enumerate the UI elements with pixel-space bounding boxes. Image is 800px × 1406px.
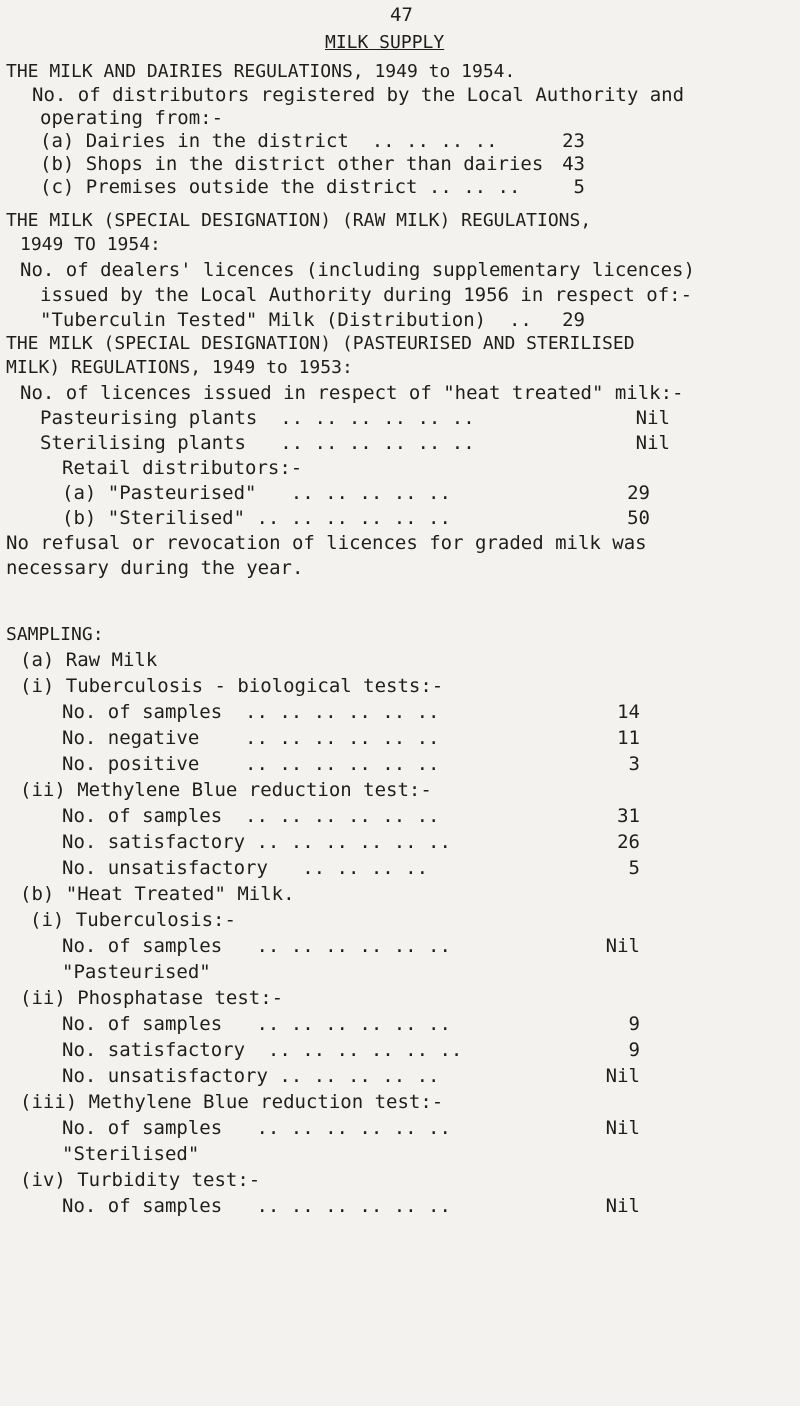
mb-heading: (iii) Methylene Blue reduction test:-: [20, 1091, 444, 1113]
list-item-label: (b) Shops in the district other than dairies: [40, 153, 544, 175]
list-item-label: (c) Premises outside the district .. .. ..: [40, 176, 521, 198]
table-row-value: 3: [628, 753, 640, 775]
table-row-label: No. of samples .. .. .. .. .. ..: [62, 1117, 451, 1139]
table-row-value: 31: [617, 805, 640, 827]
table-row-label: No. satisfactory .. .. .. .. .. ..: [62, 831, 451, 853]
table-row-value: Nil: [605, 1117, 640, 1139]
table-row-label: No. of samples .. .. .. .. .. ..: [62, 701, 440, 723]
phosphatase-heading: (ii) Phosphatase test:-: [20, 987, 284, 1009]
dairies-regs-intro: No. of distributors registered by the Local Authority and: [32, 84, 685, 106]
table-row-value: 9: [628, 1039, 640, 1061]
mb-heading: (ii) Methylene Blue reduction test:-: [20, 779, 432, 801]
note-text: necessary during the year.: [6, 557, 304, 579]
list-item-label: (b) "Sterilised" .. .. .. .. .. ..: [62, 507, 451, 529]
pasteurised-label: "Pasteurised": [62, 961, 211, 983]
list-item-label: (a) "Pasteurised" .. .. .. .. ..: [62, 482, 451, 504]
list-item-value: Nil: [635, 407, 670, 429]
dairies-regs-heading: THE MILK AND DAIRIES REGULATIONS, 1949 to 1954.: [6, 61, 516, 82]
table-row-label: No. negative .. .. .. .. .. ..: [62, 727, 440, 749]
list-item-label: Pasteurising plants .. .. .. .. .. ..: [40, 407, 475, 429]
table-row-value: 14: [617, 701, 640, 723]
turbidity-heading: (iv) Turbidity test:-: [20, 1169, 261, 1191]
table-row-value: Nil: [605, 1195, 640, 1217]
table-row-value: 5: [628, 857, 640, 879]
sampling-heading: SAMPLING:: [6, 624, 104, 645]
pasteurised-regs-heading: MILK) REGULATIONS, 1949 to 1953:: [6, 357, 353, 378]
raw-milk-regs-heading: 1949 TO 1954:: [20, 234, 161, 255]
table-row-label: No. positive .. .. .. .. .. ..: [62, 753, 440, 775]
table-row-value: 26: [617, 831, 640, 853]
list-item-label: Sterilising plants .. .. .. .. .. ..: [40, 432, 475, 454]
dairies-regs-intro: operating from:-: [40, 107, 224, 129]
tb-heading: (i) Tuberculosis:-: [30, 909, 236, 931]
table-row-label: No. of samples .. .. .. .. .. ..: [62, 805, 440, 827]
sterilised-label: "Sterilised": [62, 1143, 200, 1165]
list-item-value: 23: [562, 130, 585, 152]
raw-milk-regs-heading: THE MILK (SPECIAL DESIGNATION) (RAW MILK) REGULATIONS,: [6, 210, 592, 231]
list-item-value: 5: [573, 176, 585, 198]
raw-milk-regs-text: No. of dealers' licences (including supplementary licences): [20, 259, 695, 281]
note-text: No refusal or revocation of licences for graded milk was: [6, 532, 647, 554]
raw-milk-heading: (a) Raw Milk: [20, 649, 158, 671]
list-item-value: 50: [627, 507, 650, 529]
table-row-label: No. unsatisfactory .. .. .. ..: [62, 857, 429, 879]
page-title: MILK SUPPLY: [325, 32, 445, 53]
raw-milk-regs-text: issued by the Local Authority during 1956 in respect of:-: [40, 284, 693, 306]
list-item-value: 29: [627, 482, 650, 504]
table-row-value: 9: [628, 1013, 640, 1035]
pasteurised-regs-intro: No. of licences issued in respect of "heat treated" milk:-: [20, 382, 684, 404]
retail-heading: Retail distributors:-: [62, 457, 303, 479]
table-row-label: No. of samples .. .. .. .. .. ..: [62, 1013, 451, 1035]
page-number: 47: [390, 4, 413, 26]
table-row-label: No. satisfactory .. .. .. .. .. ..: [62, 1039, 463, 1061]
table-row-value: 11: [617, 727, 640, 749]
list-item-value: 29: [562, 309, 585, 331]
table-row-label: No. of samples .. .. .. .. .. ..: [62, 1195, 451, 1217]
list-item-label: (a) Dairies in the district .. .. .. ..: [40, 130, 498, 152]
list-item-value: Nil: [635, 432, 670, 454]
table-row-value: Nil: [605, 1065, 640, 1087]
pasteurised-regs-heading: THE MILK (SPECIAL DESIGNATION) (PASTEURISED AND STERILISED: [6, 333, 635, 354]
heat-treated-heading: (b) "Heat Treated" Milk.: [20, 883, 295, 905]
list-item-value: 43: [562, 153, 585, 175]
table-row-value: Nil: [605, 935, 640, 957]
tb-heading: (i) Tuberculosis - biological tests:-: [20, 675, 444, 697]
list-item-label: "Tuberculin Tested" Milk (Distribution) ..: [40, 309, 532, 331]
table-row-label: No. unsatisfactory .. .. .. .. ..: [62, 1065, 440, 1087]
table-row-label: No. of samples .. .. .. .. .. ..: [62, 935, 451, 957]
